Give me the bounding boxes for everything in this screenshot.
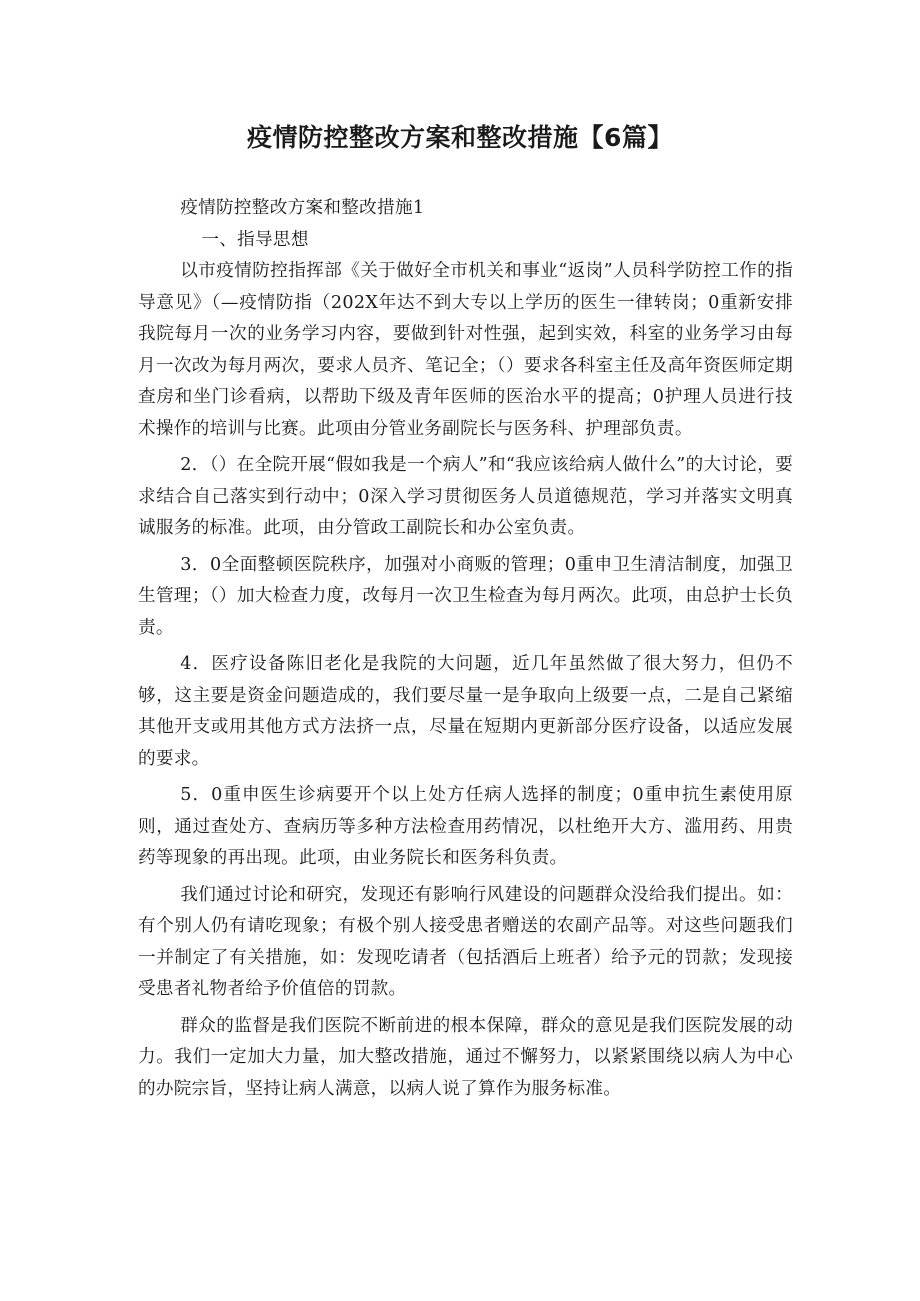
paragraph-item-4: 4．医疗设备陈旧老化是我院的大问题，近几年虽然做了很大努力，但仍不够，这主要是资金问题造成的，我们要尽量一是争取向上级要一点，二是自己紧缩其他开支或用其他方式方法挤一点，尽量在短期内更新部分医疗设备，以适应发展的要求。 xyxy=(138,654,793,769)
paragraph-supervision: 群众的监督是我们医院不断前进的根本保障，群众的意见是我们医院发展的动力。我们一定加大力量，加大整改措施，通过不懈努力，以紧紧围绕以病人为中心的办院宗旨，坚持让病人满意，以病人说了算作为服务标准。 xyxy=(138,1015,793,1099)
paragraph-item-5: 5．0重申医生诊病要开个以上处方任病人选择的制度；0重申抗生素使用原则，通过查处方、查病历等多种方法检查用药情况，以杜绝开大方、滥用药、用贵药等现象的再出现。此项，由业务院长和医务科负责。 xyxy=(138,785,793,868)
paragraph-item-2: 2．（）在全院开展“假如我是一个病人”和“我应该给病人做什么”的大讨论，要求结合自己落实到行动中；0深入学习贯彻医务人员道德规范，学习并落实文明真诚服务的标准。此项，由分管政工副院长和办公室负责。 xyxy=(138,455,793,538)
document-body xyxy=(138,193,793,1105)
paragraph-guiding-basis: 以市疫情防控指挥部《关于做好全市机关和事业“返岗”人员科学防控工作的指导意见》（—疫情防指（202X年达不到大专以上学历的医生一律转岗；0重新安排我院每月一次的业务学习内容，要做到针对性强，起到实效，科室的业务学习由每月一次改为每月两次，要求人员齐、笔记全；（）要求各科室主任及高年资医师定期查房和坐门诊看病，以帮助下级及青年医师的医治水平的提高；0护理人员进行技术操作的培训与比赛。此项由分管业务副院长与医务科、护理部负责。 xyxy=(138,261,793,439)
paragraph-discussion: 我们通过讨论和研究，发现还有影响行风建设的问题群众没给我们提出。如：有个别人仍有请吃现象；有极个别人接受患者赠送的农副产品等。对这些问题我们一并制定了有关措施，如：发现吃请者（包括酒后上班者）给予元的罚款；发现接受患者礼物者给予价值倍的罚款。 xyxy=(138,884,793,999)
paragraph-item-3: 3．0全面整顿医院秩序，加强对小商贩的管理；0重申卫生清洁制度，加强卫生管理；（）加大检查力度，改每月一次卫生检查为每月两次。此项，由总护士长负责。 xyxy=(138,554,793,638)
document-subtitle: 疫情防控整改方案和整改措施1 xyxy=(180,198,425,218)
section-heading: 一、指导思想 xyxy=(201,229,309,250)
document-title: 疫情防控整改方案和整改措施【6篇】 xyxy=(247,123,673,152)
